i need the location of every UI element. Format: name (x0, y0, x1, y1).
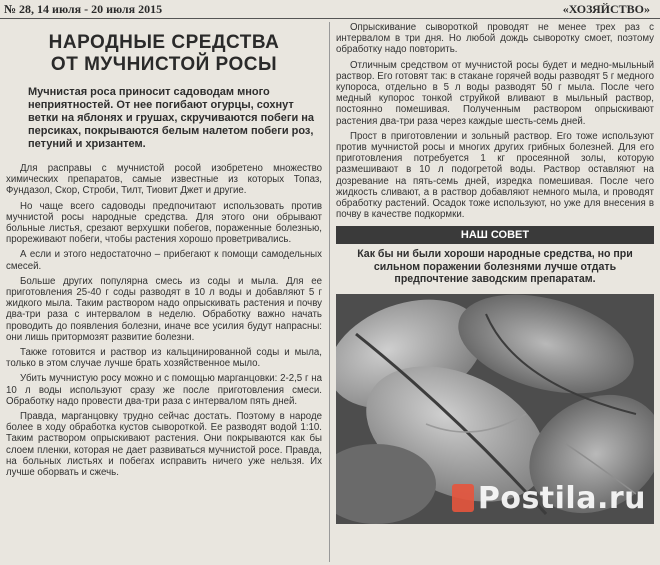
advice-heading: НАШ СОВЕТ (336, 226, 654, 244)
watermark (452, 481, 646, 516)
postila-logo-icon (452, 484, 474, 512)
paragraph: Прост в приготовлении и зольный раствор. Его тоже используют против мучнистой росы и многих других грибных болезней. Для его приготовления потребуется 1 кг просеянной золы, которую размешивают в 10 л подогретой воды. Раствор оставляют на дозревание на пять-семь дней, изредка помешивая. После чего жидкость сливают, а в раствор добавляют немного мыла, и проводят обработку растений. Осадок тоже используют, но уже для внесения в почву в качестве подкормки. (336, 130, 654, 221)
title-line-1: НАРОДНЫЕ СРЕДСТВА (48, 32, 280, 53)
paragraph: Правда, марганцовку трудно сейчас достать. Поэтому в народе более в ходу обработка кустов сывороткой. Ее разводят водой 1:10. Таким раствором опрыскивают растения. Они покрываются как бы слоем пленки, которая не дает развиваться мучнистой росе. Правда, на больных листьях и побегах исправить ничего уже нельзя. Их лучше оборвать и сжечь. (6, 411, 322, 479)
paragraph: Больше других популярна смесь из соды и мыла. Для ее приготовления 25-40 г соды разводят в 10 л воды и добавляют 5 г жидкого мыла. Таким раствором надо опрыскивать растения и почву два-три раза с интервалом в неделю. Обработку важно начать проводить до появления болезни, иначе все усилия будут напрасны: они лишь притормозят развитие болезни. (6, 275, 322, 343)
paragraph: Отличным средством от мучнистой росы будет и медно-мыльный раствор. Его готовят так: в стакане горячей воды разводят 5 г медного купороса, отдельно в 5 л воды разводят 50 г мыла. После чего медный купорос тонкой струйкой вливают в мыльный раствор, постоянно помешивая. Полученным раствором опрыскивают растения два-три раза через каждые шесть-семь дней. (336, 59, 654, 127)
section-name: «ХОЗЯЙСТВО» (562, 2, 650, 16)
left-column (6, 22, 322, 562)
column-divider (329, 22, 330, 562)
article-lead: Мучнистая роса приносит садоводам много неприятностей. От нее погибают огурцы, сохнут ветки на яблонях и грушах, скручиваются побеги на персиках, покрываются белым налетом побеги роз, петуний и хризантем. (28, 86, 315, 150)
watermark-text: Postila.ru (477, 480, 646, 516)
article-title (6, 32, 322, 76)
paragraph: Для расправы с мучнистой росой изобретено множество химических препаратов, самые известные из которых Топаз, Фундазол, Скор, Строби, Тилт, Тиовит Джет и другие. (6, 163, 322, 197)
paragraph: Но чаще всего садоводы предпочитают использовать против мучнистой росы народные средства. Для этого они обрывают больные листья, срезают верхушки побегов, пораженные болезнью, прореживают побеги, чтобы растения хорошо проветривались. (6, 200, 322, 246)
paragraph: Также готовится и раствор из кальцинированной соды и мыла, только в этом случае лучше брать хозяйственное мыло. (6, 347, 322, 370)
newspaper-header (0, 0, 660, 19)
advice-text: Как бы ни были хороши народные средства, но при сильном поражении болезнями лучше отдать предпочтение заводским препаратам. (357, 248, 633, 286)
issue-info: № 28, 14 июля - 20 июля 2015 (4, 2, 163, 16)
title-line-2: ОТ МУЧНИСТОЙ РОСЫ (50, 54, 278, 75)
paragraph: Убить мучнистую росу можно и с помощью марганцовки: 2-2,5 г на 10 л воды используют сразу же после приготовления смеси. Обработку надо провести два-три раза с интервалом пять дней. (6, 373, 322, 407)
leaf-photo (336, 294, 654, 524)
right-column (336, 22, 654, 562)
paragraph: А если и этого недостаточно – прибегают к помощи самодельных смесей. (6, 249, 322, 272)
paragraph: Опрыскивание сывороткой проводят не менее трех раз с интервалом в три дня. Но любой дождь сыворотку смоет, поэтому обработку надо повторить. (336, 22, 654, 56)
